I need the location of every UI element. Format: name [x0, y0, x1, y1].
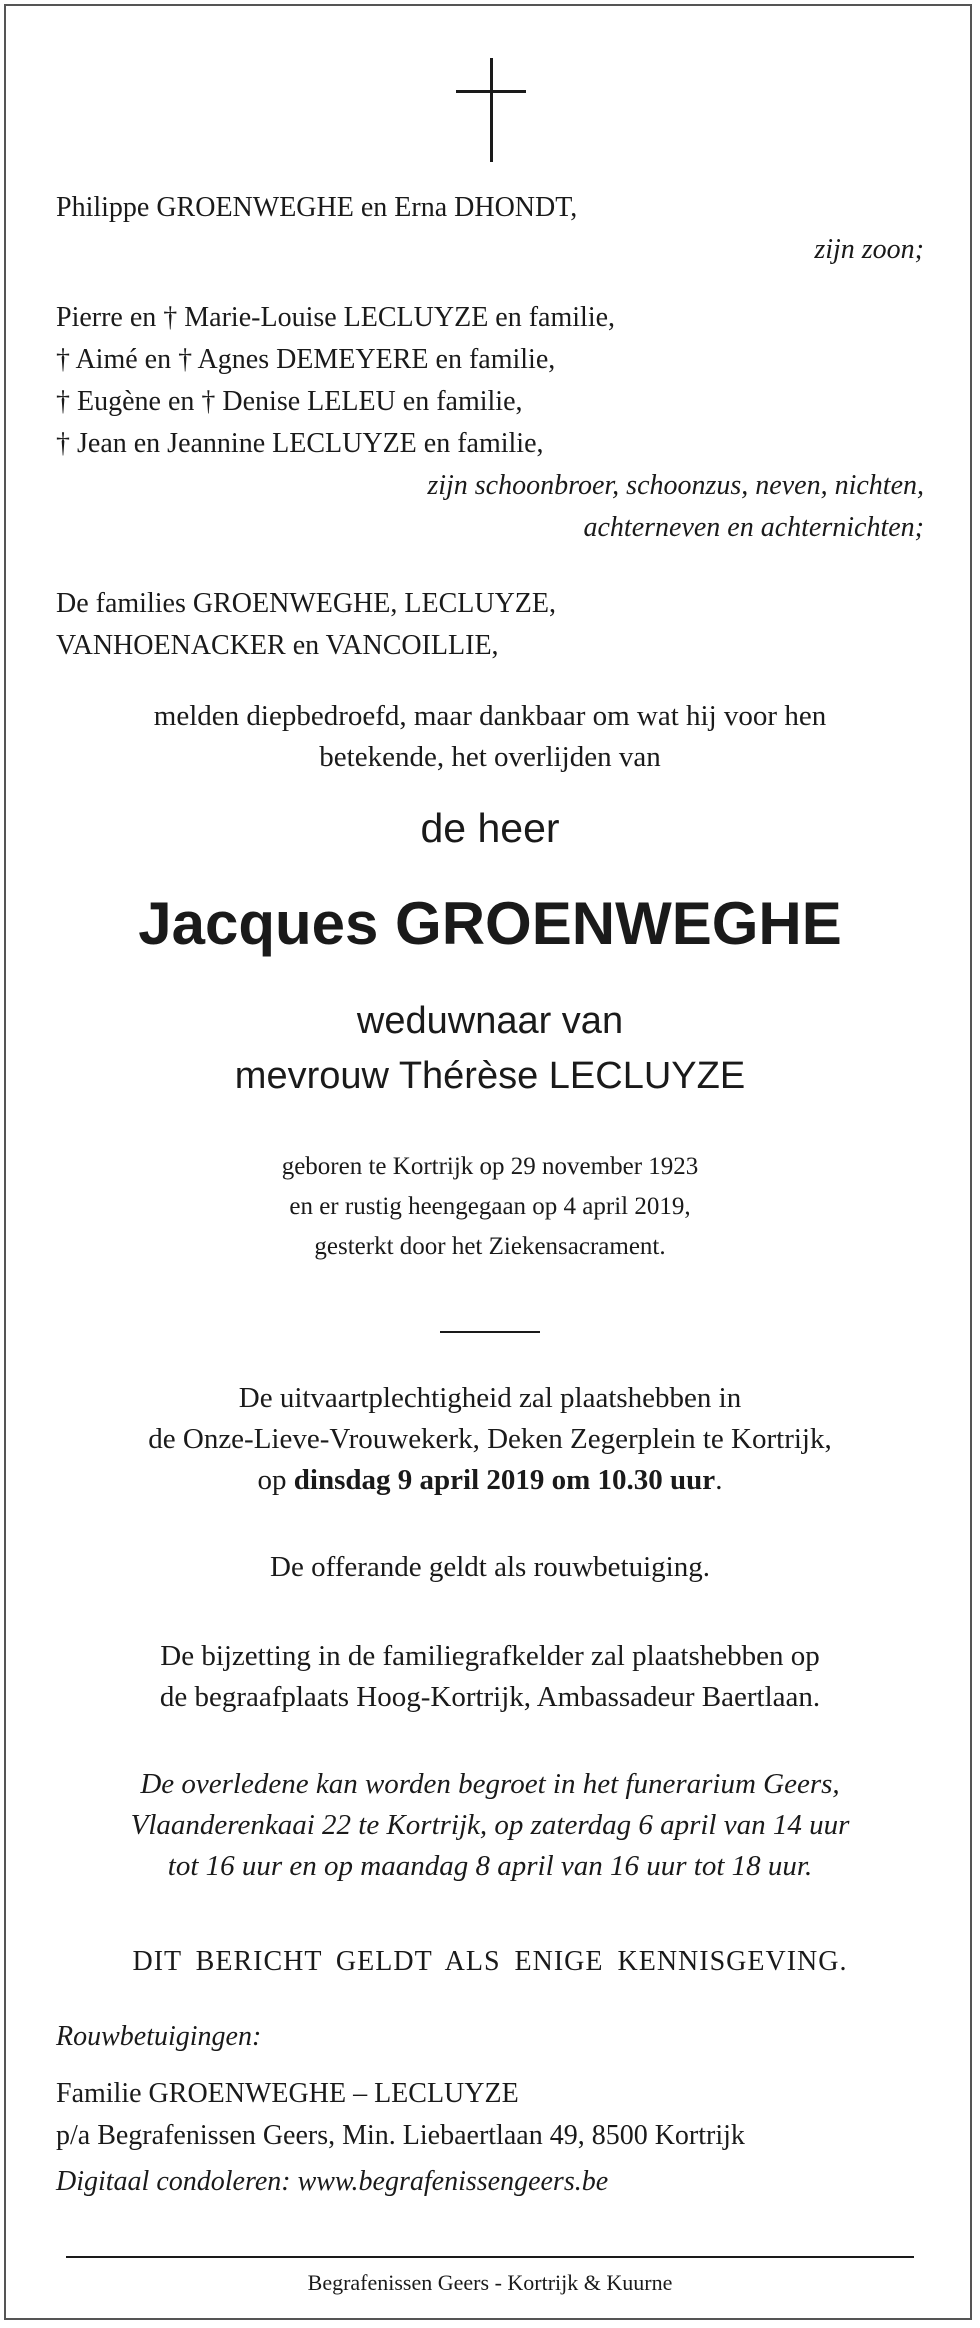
deceased-status: weduwnaar van [356, 1000, 624, 1042]
divider-long [66, 2256, 914, 2258]
funeral-datetime: dinsdag 9 april 2019 om 10.30 uur [293, 1464, 716, 1496]
relation-son: zijn zoon; [814, 234, 924, 265]
funeral-line-2: de Onze-Lieve-Vrouwekerk, Deken Zegerplein te Kortrijk, [148, 1423, 832, 1455]
viewing-line-1: De overledene kan worden begroet in het funerarium Geers, [140, 1768, 840, 1800]
family-line-7: VANHOENACKER en VANCOILLIE, [56, 630, 499, 661]
divider-short [440, 1331, 540, 1333]
deceased-title: de heer [420, 805, 560, 851]
sacrament-line: gesterkt door het Ziekensacrament. [314, 1233, 666, 1260]
notice-line: DIT BERICHT GELDT ALS ENIGE KENNISGEVING. [132, 1946, 848, 1977]
footer-funeral-home: Begrafenissen Geers - Kortrijk & Kuurne [307, 2270, 673, 2295]
funeral-line-1: De uitvaartplechtigheid zal plaatshebben in [238, 1382, 742, 1414]
offering-line: De offerande geldt als rouwbetuiging. [270, 1551, 710, 1583]
family-line-4: † Eugène en † Denise LELEU en familie, [56, 386, 523, 417]
announcement-line-2: betekende, het overlijden van [319, 741, 661, 773]
funeral-datetime-line [0, 1464, 980, 1497]
cross-icon [452, 58, 532, 162]
family-line-3: † Aimé en † Agnes DEMEYERE en familie, [56, 344, 556, 375]
burial-line-2: de begraafplaats Hoog-Kortrijk, Ambassadeur Baertlaan. [159, 1681, 821, 1713]
relation-in-laws-2: achterneven en achternichten; [583, 512, 924, 543]
family-line-5: † Jean en Jeannine LECLUYZE en familie, [56, 428, 544, 459]
deceased-name: Jacques GROENWEGHE [138, 890, 842, 957]
condolences-address: p/a Begrafenissen Geers, Min. Liebaertlaan 49, 8500 Kortrijk [56, 2120, 745, 2151]
family-line-6: De families GROENWEGHE, LECLUYZE, [56, 588, 556, 619]
relation-in-laws-1: zijn schoonbroer, schoonzus, neven, nichten, [427, 470, 924, 501]
birth-date: geboren te Kortrijk op 29 november 1923 [281, 1153, 699, 1180]
condolences-family: Familie GROENWEGHE – LECLUYZE [56, 2078, 519, 2109]
condolences-label: Rouwbetuigingen: [56, 2021, 262, 2052]
deceased-spouse: mevrouw Thérèse LECLUYZE [234, 1055, 746, 1097]
burial-line-1: De bijzetting in de familiegrafkelder zal plaatshebben op [160, 1640, 820, 1672]
condolences-online: Digitaal condoleren: www.begrafenissengeers.be [56, 2166, 609, 2197]
funeral-suffix: . [715, 1464, 723, 1496]
death-date: en er rustig heengegaan op 4 april 2019, [289, 1193, 691, 1220]
family-line-2: Pierre en † Marie-Louise LECLUYZE en familie, [56, 302, 616, 333]
viewing-line-3: tot 16 uur en op maandag 8 april van 16 uur tot 18 uur. [167, 1850, 813, 1882]
viewing-line-2: Vlaanderenkaai 22 te Kortrijk, op zaterdag 6 april van 14 uur [130, 1809, 850, 1841]
funeral-prefix: op [257, 1464, 294, 1496]
family-line-1: Philippe GROENWEGHE en Erna DHONDT, [56, 192, 578, 223]
announcement-line-1: melden diepbedroefd, maar dankbaar om wat hij voor hen [153, 700, 827, 732]
